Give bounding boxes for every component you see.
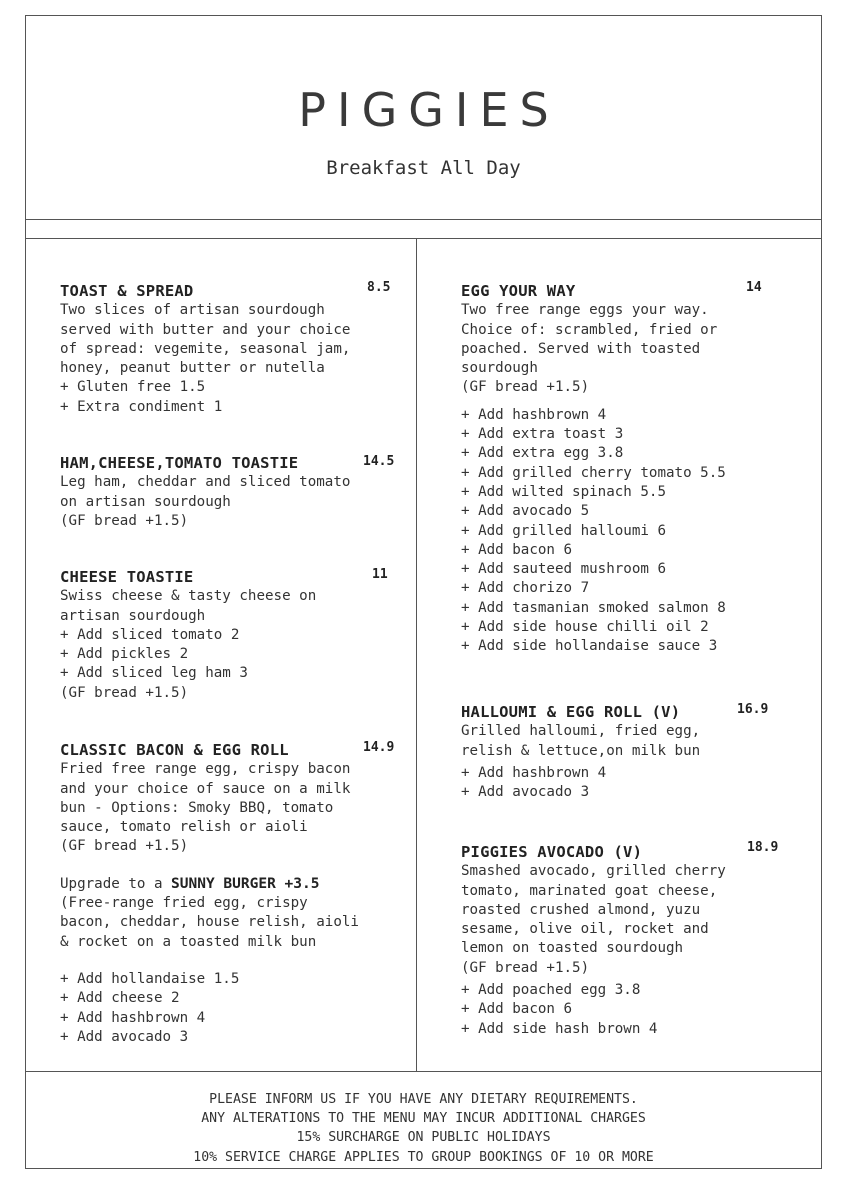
- item-extra: + Add bacon 6: [461, 1001, 573, 1018]
- item-extra: + Add side house chilli oil 2: [461, 619, 709, 636]
- item-desc-line: Choice of: scrambled, fried or: [461, 321, 718, 338]
- price-egg-your-way: 14: [746, 280, 762, 295]
- item-desc-line: Swiss cheese & tasty cheese on: [60, 588, 317, 605]
- item-title: HAM,CHEESE,TOMATO TOASTIE: [60, 454, 299, 472]
- item-desc-line: Grilled halloumi, fried egg,: [461, 723, 701, 740]
- upgrade-line: [60, 875, 380, 894]
- price-piggies-avocado: 18.9: [747, 840, 779, 855]
- tagline: Breakfast All Day: [326, 157, 521, 179]
- item-desc-line: Leg ham, cheddar and sliced tomato: [60, 474, 351, 491]
- item-desc-line: and your choice of sauce on a milk: [60, 780, 351, 797]
- item-title: CLASSIC BACON & EGG ROLL: [60, 741, 289, 759]
- item-desc-line: sesame, olive oil, rocket and: [461, 921, 709, 938]
- item-extra: + Add avocado 3: [60, 1028, 189, 1045]
- item-desc-line: poached. Served with toasted: [461, 340, 701, 357]
- item-desc-line: (GF bread +1.5): [60, 512, 189, 529]
- item-extra: + Gluten free 1.5: [60, 379, 206, 396]
- brand-title: PIGGIES: [298, 83, 560, 137]
- item-desc-line: Fried free range egg, crispy bacon: [60, 761, 351, 778]
- item-extra: + Add grilled cherry tomato 5.5: [461, 464, 726, 481]
- item-extra: + Add bacon 6: [461, 541, 573, 558]
- item-desc-line: relish & lettuce,on milk bun: [461, 742, 701, 759]
- price-halloumi-egg-roll: 16.9: [737, 702, 769, 717]
- divider-top: [25, 219, 822, 220]
- item-desc-line: Two free range eggs your way.: [461, 302, 709, 319]
- item-desc-line: (GF bread +1.5): [461, 959, 590, 976]
- menu-item-cheese-toastie: [60, 568, 360, 703]
- item-extra: + Add avocado 5: [461, 503, 590, 520]
- item-desc-line: tomato, marinated goat cheese,: [461, 882, 718, 899]
- item-desc-line: of spread: vegemite, seasonal jam,: [60, 340, 351, 357]
- divider-footer: [25, 1071, 822, 1072]
- item-extra: + Add chorizo 7: [461, 580, 590, 597]
- menu-item-halloumi-egg-roll: [461, 703, 761, 802]
- menu-item-toast-spread: [60, 282, 360, 417]
- item-desc-line: honey, peanut butter or nutella: [60, 360, 325, 377]
- item-extra: + Add pickles 2: [60, 646, 189, 663]
- item-desc-line: artisan sourdough: [60, 607, 206, 624]
- item-title: HALLOUMI & EGG ROLL (V): [461, 703, 681, 721]
- item-extra: + Add hashbrown 4: [60, 1009, 206, 1026]
- item-extra: + Add extra toast 3: [461, 426, 624, 443]
- menu-item-classic-bacon-egg-roll: [60, 741, 380, 1047]
- price-toast-spread: 8.5: [367, 280, 391, 295]
- menu-item-egg-your-way: [461, 282, 761, 657]
- item-desc-line: Smashed avocado, grilled cherry: [461, 863, 726, 880]
- upgrade-highlight: SUNNY BURGER +3.5: [171, 875, 320, 892]
- item-extra: + Add extra egg 3.8: [461, 445, 624, 462]
- menu-item-ham-cheese-tomato-toastie: [60, 454, 360, 531]
- item-extra: + Add wilted spinach 5.5: [461, 483, 666, 500]
- upgrade-desc-line: & rocket on a toasted milk bun: [60, 933, 317, 950]
- item-extra: + Extra condiment 1: [60, 398, 223, 415]
- upgrade-desc-line: bacon, cheddar, house relish, aioli: [60, 914, 359, 931]
- item-title: TOAST & SPREAD: [60, 282, 194, 300]
- item-extra: + Add tasmanian smoked salmon 8: [461, 599, 726, 616]
- footer-line: ANY ALTERATIONS TO THE MENU MAY INCUR ADDITIONAL CHARGES: [201, 1111, 646, 1127]
- item-extra: + Add hashbrown 4: [461, 406, 607, 423]
- footer-line: PLEASE INFORM US IF YOU HAVE ANY DIETARY REQUIREMENTS.: [209, 1092, 638, 1107]
- item-extra: + Add avocado 3: [461, 784, 590, 801]
- item-desc-line: served with butter and your choice: [60, 321, 351, 338]
- item-title: PIGGIES AVOCADO (V): [461, 843, 643, 861]
- divider-column: [416, 238, 417, 1072]
- item-desc-line: Two slices of artisan sourdough: [60, 302, 325, 319]
- item-title: CHEESE TOASTIE: [60, 568, 194, 586]
- item-extra: + Add hollandaise 1.5: [60, 970, 240, 987]
- footer-line: 15% SURCHARGE ON PUBLIC HOLIDAYS: [296, 1130, 551, 1146]
- item-desc-line: bun - Options: Smoky BBQ, tomato: [60, 799, 334, 816]
- menu-item-piggies-avocado: [461, 843, 761, 1039]
- item-extra: + Add sauteed mushroom 6: [461, 561, 666, 578]
- footer-line: 10% SERVICE CHARGE APPLIES TO GROUP BOOKINGS OF 10 OR MORE: [193, 1149, 654, 1165]
- price-cheese-toastie: 11: [372, 567, 388, 582]
- item-desc-line: on artisan sourdough: [60, 493, 231, 510]
- item-desc-line: sauce, tomato relish or aioli: [60, 819, 308, 836]
- footer-notice: [25, 1090, 822, 1167]
- item-desc-line: (GF bread +1.5): [60, 838, 189, 855]
- item-desc-line: sourdough: [461, 360, 538, 377]
- item-desc-line: roasted crushed almond, yuzu: [461, 901, 701, 918]
- item-extra: + Add sliced leg ham 3: [60, 665, 248, 682]
- price-ham-toastie: 14.5: [363, 454, 395, 469]
- item-desc-line: lemon on toasted sourdough: [461, 940, 684, 957]
- item-extra: + Add hashbrown 4: [461, 764, 607, 781]
- item-extra: + Add sliced tomato 2: [60, 626, 240, 643]
- price-bacon-egg-roll: 14.9: [363, 740, 395, 755]
- item-title: EGG YOUR WAY: [461, 282, 576, 300]
- item-extra: + Add side hollandaise sauce 3: [461, 638, 718, 655]
- item-desc-line: (GF bread +1.5): [461, 379, 590, 396]
- item-extra: + Add grilled halloumi 6: [461, 522, 666, 539]
- divider-top-second: [25, 238, 822, 239]
- upgrade-desc-line: (Free-range fried egg, crispy: [60, 895, 308, 912]
- item-extra: + Add side hash brown 4: [461, 1020, 658, 1037]
- upgrade-prefix: Upgrade to a: [60, 875, 172, 892]
- item-extra: + Add cheese 2: [60, 990, 180, 1007]
- item-extra: + Add poached egg 3.8: [461, 982, 641, 999]
- item-note: (GF bread +1.5): [60, 684, 189, 701]
